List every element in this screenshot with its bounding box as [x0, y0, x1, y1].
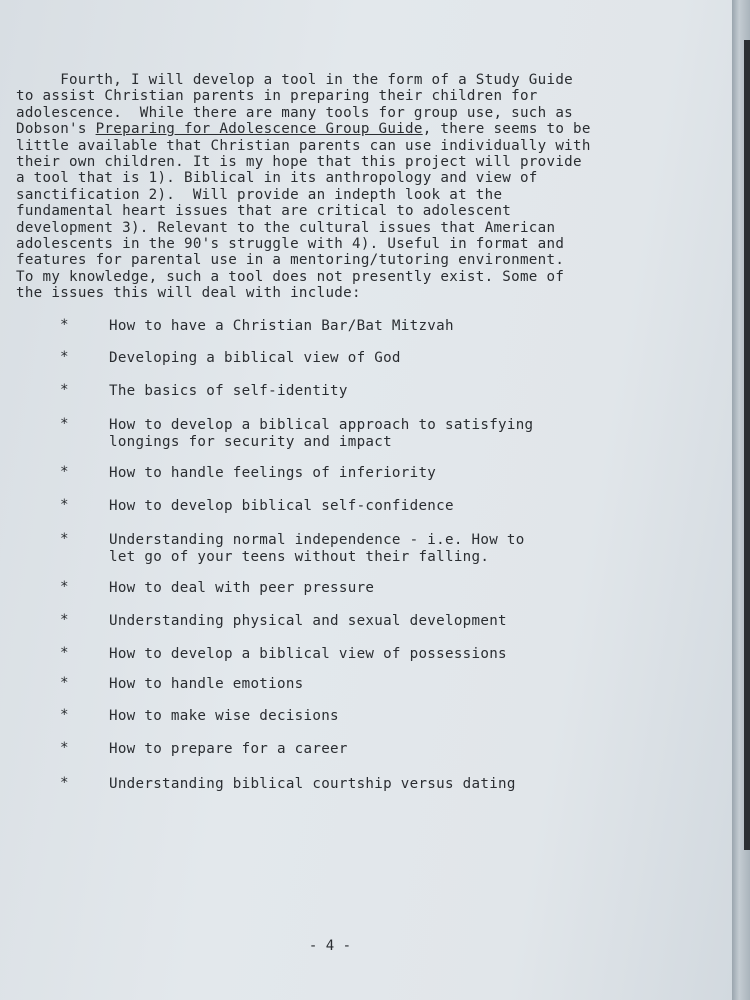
bullet-star: *: [60, 497, 69, 513]
bullet-star: *: [60, 740, 69, 756]
list-item-text: How to prepare for a career: [109, 741, 348, 757]
list-item-text: How to deal with peer pressure: [109, 580, 375, 596]
list-item-text: How to handle feelings of inferiority: [109, 465, 437, 481]
list-item-text: How to make wise decisions: [109, 708, 339, 724]
bullet-star: *: [60, 382, 69, 398]
paragraph-line: fundamental heart issues that are critical to adolescent: [16, 203, 512, 220]
paragraph-line: the issues this will deal with include:: [16, 285, 361, 302]
bullet-star: *: [60, 317, 69, 333]
bullet-star: *: [60, 675, 69, 691]
line-prefix: Dobson's: [16, 121, 96, 138]
paragraph-line: To my knowledge, such a tool does not presently exist. Some of: [16, 268, 565, 285]
bullet-star: *: [60, 707, 69, 723]
binding-shadow: [744, 40, 750, 850]
list-item-text: Understanding normal independence - i.e. How to let go of your teens without their falling.: [109, 532, 525, 565]
line-suffix: , there seems to be: [422, 121, 591, 138]
paragraph-line: development 3). Relevant to the cultural issues that American: [16, 219, 556, 236]
paragraph-line: their own children. It is my hope that this project will provide: [16, 154, 582, 171]
list-item-text: Understanding biblical courtship versus dating: [109, 776, 516, 792]
bullet-star: *: [60, 612, 69, 628]
paragraph-line: little available that Christian parents can use individually with: [16, 137, 591, 154]
list-item-text: How to develop a biblical view of possessions: [109, 646, 507, 662]
bullet-star: *: [60, 645, 69, 661]
page-number: - 4 -: [308, 938, 352, 954]
bullet-star: *: [60, 416, 69, 432]
list-item-text: Developing a biblical view of God: [109, 350, 401, 366]
list-item-text: How to have a Christian Bar/Bat Mitzvah: [109, 318, 454, 334]
bullet-star: *: [60, 775, 69, 791]
bullet-star: *: [60, 349, 69, 365]
bullet-star: *: [60, 464, 69, 480]
bullet-star: *: [60, 579, 69, 595]
list-item-text: How to develop a biblical approach to satisfying longings for security and impact: [109, 417, 534, 450]
paragraph-line: adolescents in the 90's struggle with 4). Useful in format and: [16, 236, 565, 253]
paragraph-line: sanctification 2). Will provide an indepth look at the: [16, 186, 503, 203]
list-item-text: The basics of self-identity: [109, 383, 348, 399]
list-item-text: How to handle emotions: [109, 676, 304, 692]
paragraph-line: a tool that is 1). Biblical in its anthropology and view of: [16, 170, 538, 187]
paragraph-line: to assist Christian parents in preparing their children for: [16, 88, 538, 105]
list-item-text: Understanding physical and sexual development: [109, 613, 507, 629]
paragraph-line: adolescence. While there are many tools for group use, such as: [16, 104, 574, 121]
list-item-text: How to develop biblical self-confidence: [109, 498, 454, 514]
page-edge: [732, 0, 750, 1000]
paragraph-line: Fourth, I will develop a tool in the form of a Study Guide: [16, 72, 574, 88]
paragraph-line: features for parental use in a mentoring/tutoring environment.: [16, 252, 565, 269]
book-title: Preparing for Adolescence Group Guide: [95, 121, 423, 138]
bullet-star: *: [60, 531, 69, 547]
